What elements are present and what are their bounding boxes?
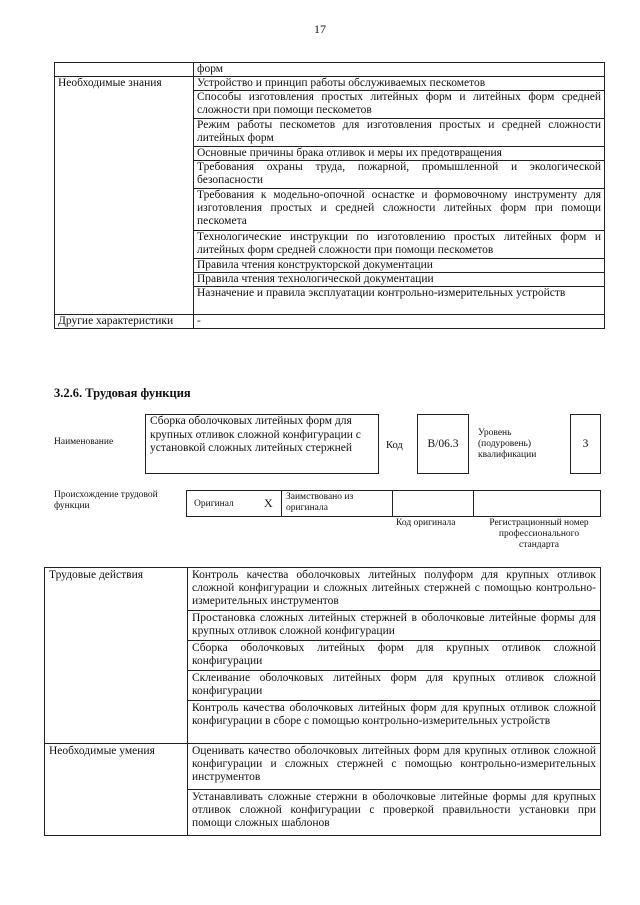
row-text: Требования охраны труда, пожарной, промышленной и экологической безопасности bbox=[194, 161, 605, 189]
code-box bbox=[417, 414, 469, 474]
row-text: Технологические инструкции по изготовлению простых литейных форм и литейных форм средней сложности при помощи пескометов bbox=[194, 231, 605, 259]
row-text: - bbox=[194, 315, 605, 329]
code-value: B/06.3 bbox=[427, 438, 459, 450]
row-text: Склеивание оболочковых литейных форм для крупных отливок сложной конфигурации bbox=[188, 671, 601, 701]
row-label bbox=[55, 119, 194, 147]
row-label bbox=[55, 189, 194, 231]
row-label bbox=[55, 231, 194, 259]
row-text: Требования к модельно-опочной оснастке и формовочному инструменту для изготовления простых и средней сложности литейных форм при помощи пескомета bbox=[194, 189, 605, 231]
row-label bbox=[45, 790, 188, 836]
actions-table bbox=[44, 567, 601, 836]
original-cell bbox=[186, 490, 282, 517]
row-text: форм bbox=[194, 63, 605, 77]
table-row bbox=[45, 671, 601, 701]
row-text: Контроль качества оболочковых литейных форм для крупных отливок сложной конфигурации в сборе с помощью контрольно-измерительных устройств bbox=[188, 701, 601, 744]
origin-label: Происхождение трудовой функции bbox=[54, 490, 158, 511]
table-row bbox=[45, 790, 601, 836]
row-label bbox=[55, 91, 194, 119]
table-row bbox=[45, 744, 601, 790]
table-row bbox=[55, 315, 605, 329]
row-label bbox=[45, 641, 188, 671]
row-label: Трудовые действия bbox=[45, 568, 188, 611]
reg-number-cell bbox=[474, 490, 601, 517]
row-label: Необходимые умения bbox=[45, 744, 188, 790]
row-text: Основные причины брака отливок и меры их предотвращения bbox=[194, 147, 605, 161]
code-caption: Код оригинала bbox=[396, 518, 456, 528]
table-row bbox=[55, 63, 605, 77]
section-title: 3.2.6. Трудовая функция bbox=[54, 386, 191, 400]
row-text: Устройство и принцип работы обслуживаемых пескометов bbox=[194, 77, 605, 91]
table-row bbox=[55, 147, 605, 161]
borrowed-label: Заимствовано из оригинала bbox=[286, 492, 354, 513]
reg-caption: Регистрационный номер профессионального стандарта bbox=[489, 518, 589, 550]
level-label: Уровень (подуровень) квалификации bbox=[478, 428, 537, 460]
row-label: Необходимые знания bbox=[55, 77, 194, 91]
table-row bbox=[45, 701, 601, 744]
row-label bbox=[55, 161, 194, 189]
row-text: Устанавливать сложные стержни в оболочковые литейные формы для крупных отливок сложной конфигурации с проверкой правильности установки при помощи сложных шаблонов bbox=[188, 790, 601, 836]
table-row bbox=[55, 77, 605, 91]
row-label bbox=[55, 273, 194, 287]
row-text: Сборка оболочковых литейных форм для крупных отливок сложной конфигурации bbox=[188, 641, 601, 671]
code-label: Код bbox=[386, 440, 403, 451]
table-row bbox=[55, 287, 605, 315]
table-row bbox=[45, 641, 601, 671]
table-row bbox=[55, 259, 605, 273]
borrowed-cell bbox=[282, 490, 393, 517]
table-row bbox=[45, 568, 601, 611]
row-text: Режим работы пескометов для изготовления простых и средней сложности литейных форм bbox=[194, 119, 605, 147]
table-row bbox=[55, 189, 605, 231]
row-label bbox=[45, 611, 188, 641]
function-name-box bbox=[145, 414, 379, 474]
row-text: Способы изготовления простых литейных форм и литейных форм средней сложности при помощи пескометов bbox=[194, 91, 605, 119]
original-label: Оригинал bbox=[194, 499, 234, 509]
name-label: Наименование bbox=[54, 437, 114, 447]
row-label: Другие характеристики bbox=[55, 315, 194, 329]
row-label bbox=[55, 287, 194, 315]
table-row bbox=[55, 231, 605, 259]
table-row bbox=[55, 273, 605, 287]
row-text: Оценивать качество оболочковых литейных форм для крупных отливок сложной конфигурации и сложных стержней с помощью контрольно-измерительных инструментов bbox=[188, 744, 601, 790]
table-row bbox=[45, 611, 601, 641]
function-name: Сборка оболочковых литейных форм для крупных отливок сложной конфигурации с установкой сложных литейных стержней bbox=[150, 415, 361, 454]
row-text: Правила чтения конструкторской документации bbox=[194, 259, 605, 273]
original-mark: X bbox=[264, 496, 273, 510]
row-text: Назначение и правила эксплуатации контрольно-измерительных устройств bbox=[194, 287, 605, 315]
knowledge-table bbox=[54, 62, 605, 329]
table-row bbox=[55, 119, 605, 147]
level-box bbox=[570, 414, 601, 474]
code-original-cell bbox=[393, 490, 474, 517]
page-number: 17 bbox=[314, 22, 326, 36]
table-row bbox=[55, 91, 605, 119]
row-label bbox=[45, 671, 188, 701]
row-label bbox=[55, 147, 194, 161]
row-text: Контроль качества оболочковых литейных полуформ для крупных отливок сложной конфигурации и сложных литейных стержней с помощью контрольно-измерительных инструментов bbox=[188, 568, 601, 611]
level-value: 3 bbox=[582, 438, 589, 450]
row-label bbox=[55, 259, 194, 273]
row-text: Правила чтения технологической документации bbox=[194, 273, 605, 287]
row-label bbox=[45, 701, 188, 744]
row-text: Простановка сложных литейных стержней в оболочковые литейные формы для крупных отливок сложной конфигурации bbox=[188, 611, 601, 641]
table-row bbox=[55, 161, 605, 189]
row-label bbox=[55, 63, 194, 77]
